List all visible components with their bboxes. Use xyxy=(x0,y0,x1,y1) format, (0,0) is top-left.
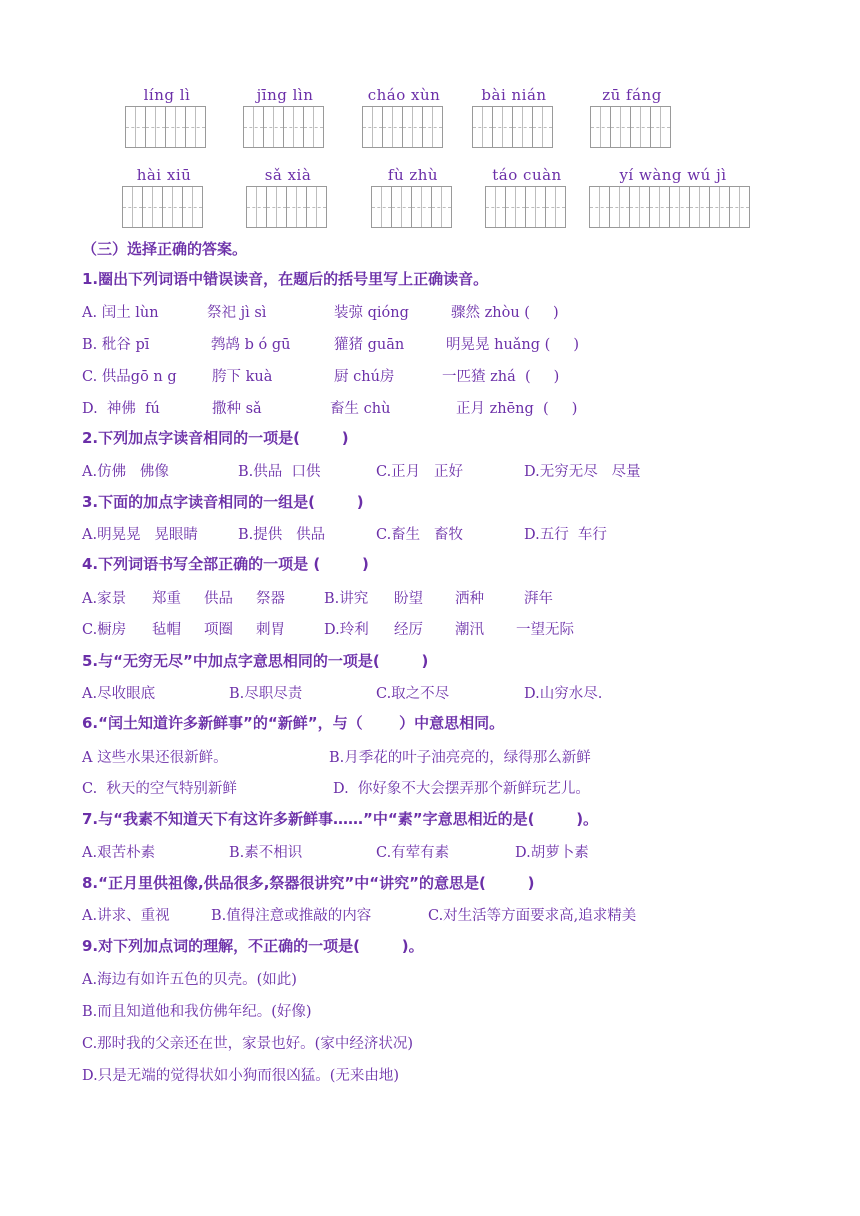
writing-boxes[interactable] xyxy=(485,186,566,228)
pinyin-label: líng lì xyxy=(143,86,191,104)
question-8-options: A.讲求、重视 B.值得注意或推敲的内容 C.对生活等方面要求高,追求精美 xyxy=(82,908,637,924)
question-9-option-d: D.只是无端的觉得状如小狗而很凶猛。(无来由地) xyxy=(82,1068,400,1084)
pinyin-row-2 xyxy=(0,166,860,246)
pinyin-label: táo cuàn xyxy=(492,166,562,184)
pinyin-label: sǎ xià xyxy=(264,166,312,184)
question-6-stem: 6.“闰土知道许多新鲜事”的“新鲜”，与（ ）中意思相同。 xyxy=(82,714,505,732)
pinyin-label: zū fáng xyxy=(602,86,662,104)
pinyin-row-1 xyxy=(0,86,860,166)
question-2-options: A.仿佛 佛像 B.供品 口供 C.正月 正好 D.无穷无尽 尽量 xyxy=(82,464,641,480)
writing-boxes[interactable] xyxy=(371,186,452,228)
question-6-options-ab: A 这些水果还很新鲜。 B.月季花的叶子油亮亮的，绿得那么新鲜 xyxy=(82,750,591,766)
question-1-stem: 1.圈出下列词语中错误读音，在题后的括号里写上正确读音。 xyxy=(82,270,489,288)
question-3-options: A.明晃晃 晃眼睛 B.提供 供品 C.畜生 畜牧 D.五行 车行 xyxy=(82,527,607,543)
question-4-options-ab: A.家景 郑重 供品 祭器 B.讲究 盼望 洒种 湃年 xyxy=(82,591,553,607)
question-7-options: A.艰苦朴素 B.素不相识 C.有荤有素 D.胡萝卜素 xyxy=(82,845,589,861)
question-5-options: A.尽收眼底 B.尽职尽责 C.取之不尽 D.山穷水尽. xyxy=(82,686,603,702)
question-1-option-d: D. 神佛 fú 撒种 sǎ 畜生 chù 正月 zhēng ( ) xyxy=(82,401,578,417)
question-2-stem: 2.下列加点字读音相同的一项是( ) xyxy=(82,429,349,447)
pinyin-label: yí wàng wú jì xyxy=(619,166,727,184)
writing-boxes[interactable] xyxy=(122,186,203,228)
question-9-option-b: B.而且知道他和我仿佛年纪。(好像) xyxy=(82,1004,312,1020)
question-1-option-a: A. 闰土 lùn 祭祀 jì sì 装弶 qióng 骤然 zhòu ( ) xyxy=(82,305,559,321)
question-3-stem: 3.下面的加点字读音相同的一组是( ) xyxy=(82,493,364,511)
question-9-option-c: C.那时我的父亲还在世，家景也好。(家中经济状况) xyxy=(82,1036,413,1052)
pinyin-label: hài xiū xyxy=(136,166,192,184)
question-1-option-b: B. 秕谷 pī 鹁鸪 b ó gū 獾猪 guān 明晃晃 huǎng ( ) xyxy=(82,337,580,353)
pinyin-label: fù zhù xyxy=(387,166,439,184)
writing-boxes[interactable] xyxy=(243,106,324,148)
writing-boxes[interactable] xyxy=(589,186,750,228)
writing-boxes[interactable] xyxy=(362,106,443,148)
question-9-stem: 9.对下列加点词的理解，不正确的一项是( )。 xyxy=(82,937,424,955)
writing-boxes[interactable] xyxy=(125,106,206,148)
question-9-option-a: A.海边有如许五色的贝壳。(如此) xyxy=(82,972,297,988)
section-title: （三）选择正确的答案。 xyxy=(82,240,248,258)
writing-boxes[interactable] xyxy=(472,106,553,148)
question-1-option-c: C. 供品gō n g 胯下 kuà 厨 chú房 一匹猹 zhá ( ) xyxy=(82,369,560,385)
question-4-stem: 4.下列词语书写全部正确的一项是 ( ) xyxy=(82,555,369,573)
pinyin-label: cháo xùn xyxy=(367,86,441,104)
question-5-stem: 5.与“无穷无尽”中加点字意思相同的一项是( ) xyxy=(82,652,429,670)
writing-boxes[interactable] xyxy=(590,106,671,148)
pinyin-label: bài nián xyxy=(481,86,547,104)
question-4-options-cd: C.橱房 毡帽 项圈 刺胃 D.玲利 经厉 潮汛 一望无际 xyxy=(82,622,574,638)
question-8-stem: 8.“正月里供祖像,供品很多,祭器很讲究”中“讲究”的意思是( ) xyxy=(82,874,535,892)
pinyin-label: jīng lìn xyxy=(256,86,314,104)
question-7-stem: 7.与“我素不知道天下有这许多新鲜事……”中“素”字意思相近的是( )。 xyxy=(82,810,599,828)
writing-boxes[interactable] xyxy=(246,186,327,228)
question-6-options-cd: C. 秋天的空气特别新鲜 D. 你好象不大会摆弄那个新鲜玩艺儿。 xyxy=(82,781,590,797)
